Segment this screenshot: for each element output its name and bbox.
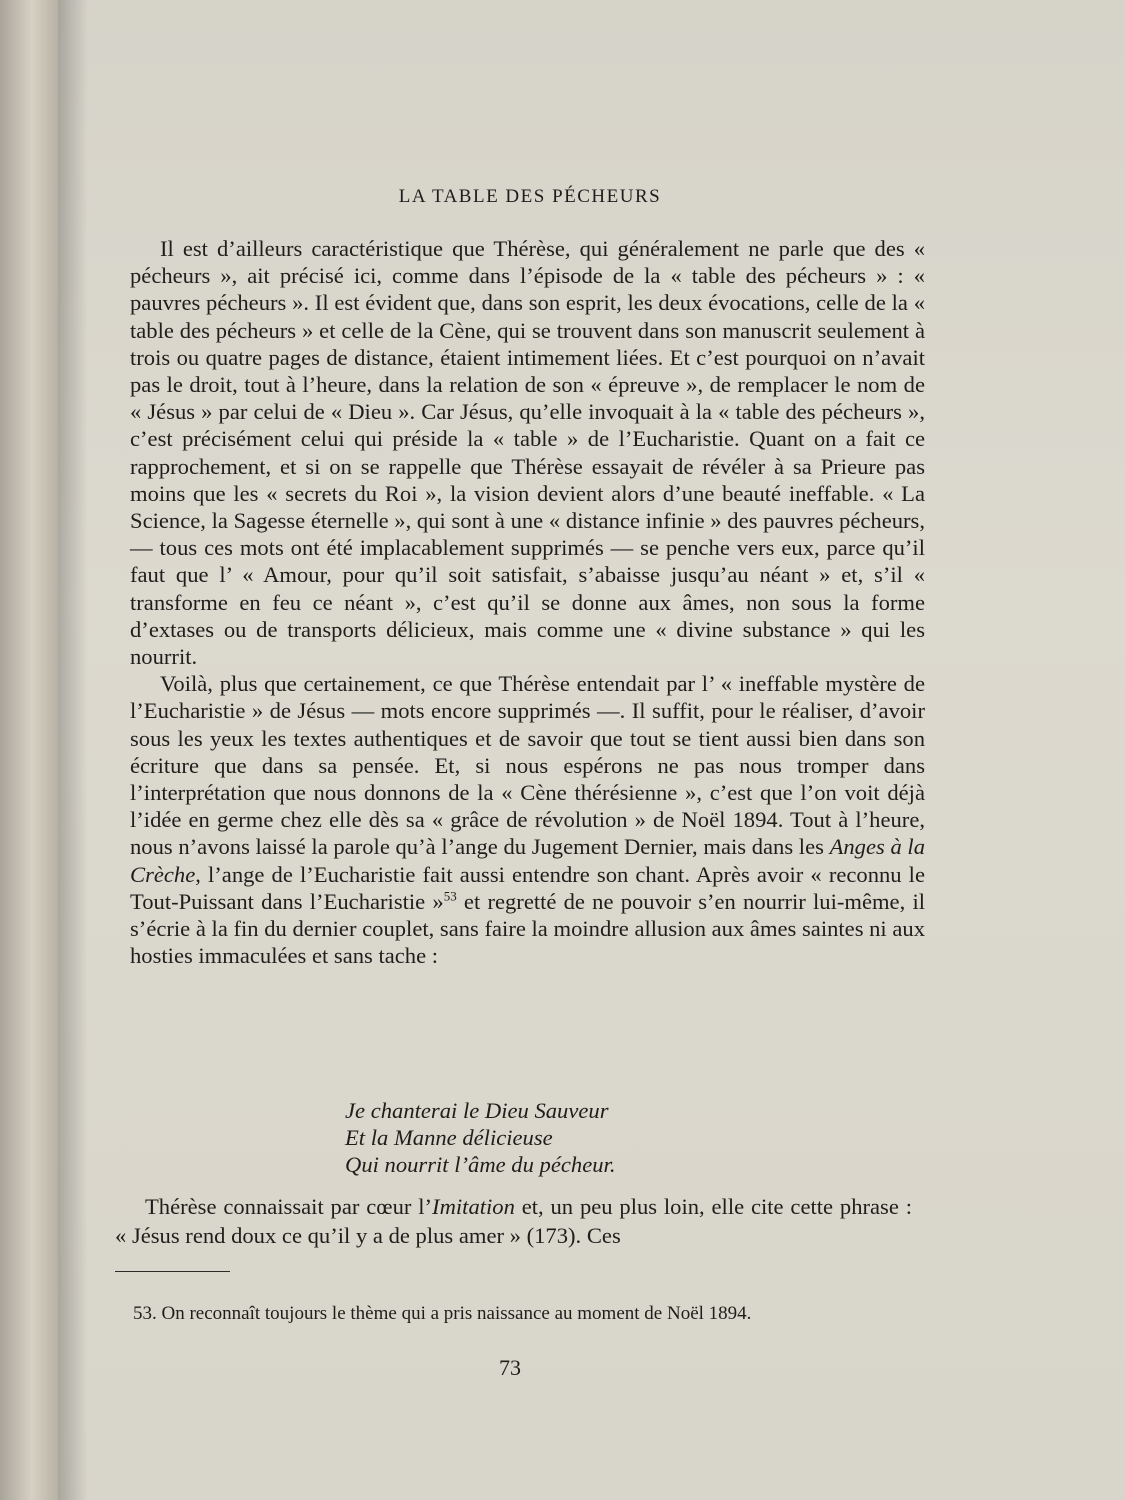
page-number: 73 bbox=[499, 1355, 521, 1380]
footnote-reference[interactable]: 53 bbox=[443, 888, 457, 904]
verse-line: Qui nourrit l’âme du pécheur. bbox=[345, 1152, 616, 1177]
verse-quotation bbox=[345, 1097, 615, 1178]
paragraph-3-title-italic: Imitation bbox=[432, 1194, 515, 1219]
footnote: 53. On reconnaît toujours le thème qui a pris naissance au moment de Noël 1894. bbox=[133, 1303, 752, 1324]
verse-line: Je chanterai le Dieu Sauveur bbox=[345, 1098, 609, 1123]
verse-line: Et la Manne délicieuse bbox=[345, 1125, 553, 1150]
paragraph-2-title-italic: Anges à la Crèche bbox=[130, 834, 925, 887]
spine-shadow bbox=[58, 0, 88, 1500]
paragraph-3-block bbox=[115, 1193, 912, 1250]
adjacent-page-edge bbox=[0, 0, 58, 1500]
running-head: LA TABLE DES PÉCHEURS bbox=[398, 186, 662, 207]
paragraph-2-text-a: Voilà, plus que certainement, ce que Thérèse entendait par l’ « ineffable mystère de l’Eucharistie » de Jésus — mots encore supprimés —. Il suffit, pour le réaliser, d’avoir sous les yeux les textes authentiques et de savoir que tout se tient aussi bien dans son écriture que dans sa pensée. Et, si nous espérons ne pas nous tromper dans l’interprétation que nous donnons de la « Cène thérésienne », c’est que l’on voit déjà l’idée en germe chez elle dès sa « grâce de révolution » de Noël 1894. Tout à l’heure, nous n’avons laissé la parole qu’à l’ange du Jugement Dernier, mais dans les bbox=[130, 671, 925, 860]
footnote-rule bbox=[115, 1271, 230, 1272]
paragraph-3-text-a: Thérèse connaissait par cœur l’ bbox=[145, 1194, 433, 1219]
main-text bbox=[130, 235, 925, 969]
paragraph-2-text-c: et regretté de ne pouvoir s’en nourrir lui-même, il s’écrie à la fin du dernier couplet, sans faire la moindre allusion aux âmes saintes ni aux hosties immaculées et sans tache : bbox=[130, 888, 925, 969]
paragraph-3 bbox=[115, 1193, 912, 1250]
paragraph-2 bbox=[130, 670, 925, 969]
paragraph-1: Il est d’ailleurs caractéristique que Thérèse, qui généralement ne parle que des « pécheurs », ait précisé ici, comme dans l’épisode de la « table des pécheurs » : « pauvres pécheurs ». Il est évident que, dans son esprit, les deux évocations, celle de la « table des pécheurs » et celle de la Cène, qui se trouvent dans son manuscrit seulement à trois ou quatre pages de distance, étaient intimement liées. Et c’est pourquoi on n’avait pas le droit, tout à l’heure, dans la relation de son « épreuve », de remplacer le nom de « Jésus » par celui de « Dieu ». Car Jésus, qu’elle invoquait à la « table des pécheurs », c’est précisément celui qui préside la « table » de l’Eucharistie. Quant on a fait ce rapprochement, et si on se rappelle que Thérèse essayait de révéler à sa Prieure pas moins que les « secrets du Roi », la vision devient alors d’une beauté ineffable. « La Science, la Sagesse éternelle », qui sont à une « distance infinie » des pauvres pécheurs, — tous ces mots ont été implacablement supprimés — se penche vers eux, parce qu’il faut que l’ « Amour, pour qu’il soit satisfait, s’abaisse jusqu’au néant » et, s’il « transforme en feu ce néant », c’est qu’il se donne aux âmes, non sous la forme d’extases ou de transports délicieux, mais comme une « divine substance » qui les nourrit. bbox=[130, 236, 925, 670]
paragraph-3-text-b: et, un peu plus loin, elle cite cette phrase : « Jésus rend doux ce qu’il y a de plus amer » (173). Ces bbox=[115, 1194, 912, 1248]
paragraph-2-text-b: , l’ange de l’Eucharistie fait aussi entendre son chant. Après avoir « reconnu le Tout-Puissant dans l’Eucharistie » bbox=[130, 861, 925, 914]
